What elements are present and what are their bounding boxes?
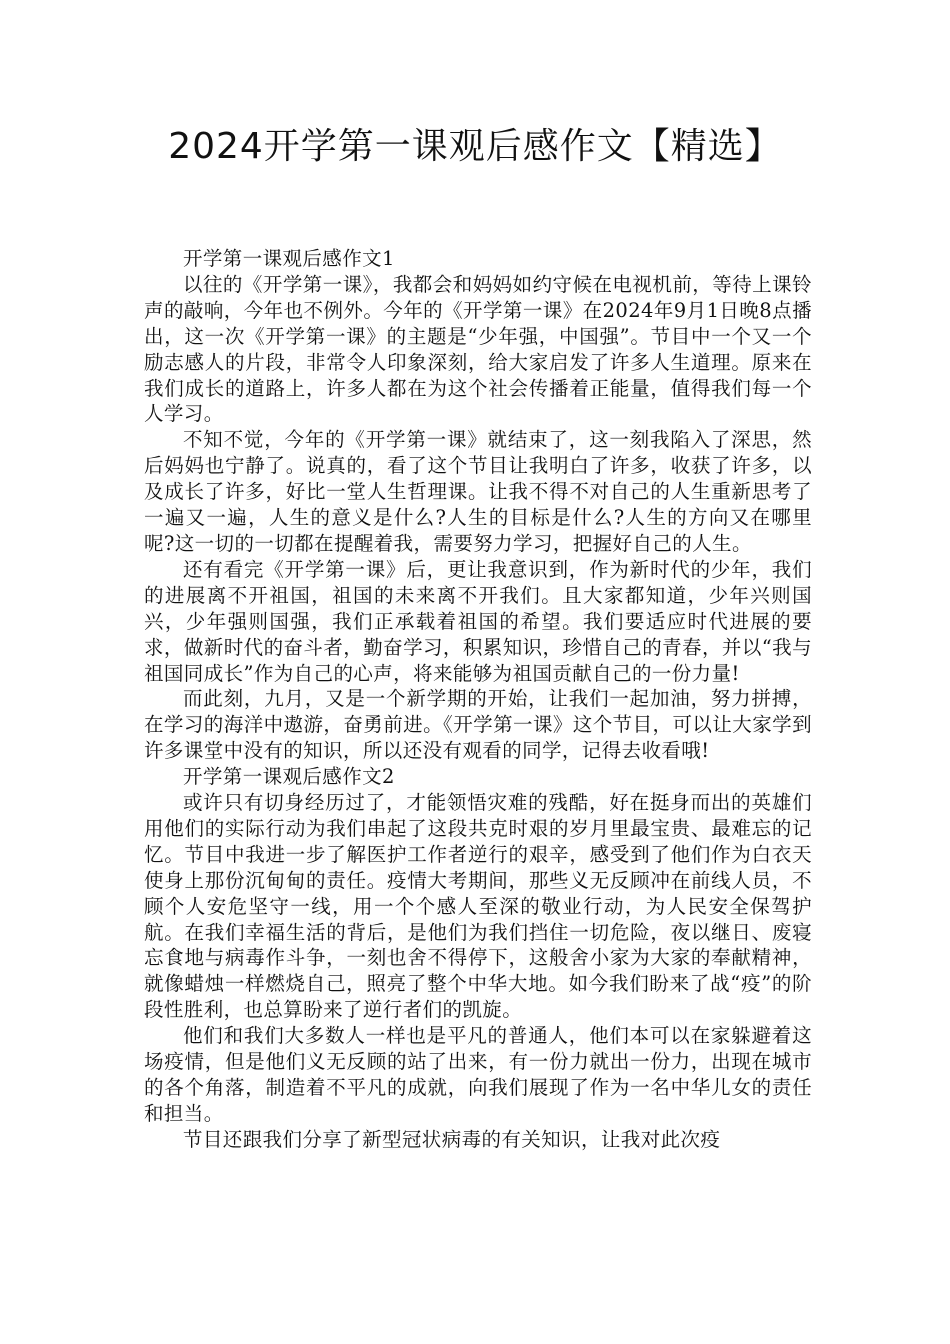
body-paragraph: 以往的《开学第一课》，我都会和妈妈如约守候在电视机前，等待上课铃声的敲响，今年也不例外。今年的《开学第一课》在2024年9月1日晚8点播出，这一次《开学第一课》的主题是“少年强，中国强”。节目中一个又一个励志感人的片段，非常令人印象深刻，给大家启发了许多人生道理。原来在我们成长的道路上，许多人都在为这个社会传播着正能量，值得我们每一个人学习。 (144, 272, 812, 426)
body-paragraph: 还有看完《开学第一课》后，更让我意识到，作为新时代的少年，我们的进展离不开祖国，祖国的未来离不开我们。且大家都知道，少年兴则国兴，少年强则国强，我们正承载着祖国的希望。我们要适应时代进展的要求，做新时代的奋斗者，勤奋学习，积累知识，珍惜自己的青春，并以“我与祖国同成长”作为自己的心声，将来能够为祖国贡献自己的一份力量! (144, 557, 812, 685)
section-heading: 开学第一课观后感作文2 (183, 765, 395, 789)
body-paragraph: 而此刻，九月，又是一个新学期的开始，让我们一起加油，努力拼搏，在学习的海洋中遨游，奋勇前进。《开学第一课》这个节目，可以让大家学到许多课堂中没有的知识，所以还没有观看的同学，记得去收看哦! (144, 687, 812, 763)
body-paragraph: 不知不觉，今年的《开学第一课》就结束了，这一刻我陷入了深思，然后妈妈也宁静了。说真的，看了这个节目让我明白了许多，收获了许多，以及成长了许多，好比一堂人生哲理课。让我不得不对自己的人生重新思考了一遍又一遍，人生的意义是什么?人生的目标是什么?人生的方向又在哪里呢?这一切的一切都在提醒着我，需要努力学习，把握好自己的人生。 (144, 428, 812, 555)
body-paragraph: 或许只有切身经历过了，才能领悟灾难的残酷，好在挺身而出的英雄们用他们的实际行动为我们串起了这段共克时艰的岁月里最宝贵、最难忘的记忆。节目中我进一步了解医护工作者逆行的艰辛，感受到了他们作为白衣天使身上那份沉甸甸的责任。疫情大考期间，那些义无反顾冲在前线人员，不顾个人安危坚守一线，用一个个感人至深的敬业行动，为人民安全保驾护航。在我们幸福生活的背后，是他们为我们挡住一切危险，夜以继日、废寝忘食地与病毒作斗争，一刻也舍不得停下，这般舍小家为大家的奉献精神，就像蜡烛一样燃烧自己，照亮了整个中华大地。如今我们盼来了战“疫”的阶段性胜利，也总算盼来了逆行者们的凯旋。 (144, 791, 812, 1022)
body-paragraph: 他们和我们大多数人一样也是平凡的普通人，他们本可以在家躲避着这场疫情，但是他们义无反顾的站了出来，有一份力就出一份力，出现在城市的各个角落，制造着不平凡的成就，向我们展现了作为一名中华儿女的责任和担当。 (144, 1024, 812, 1125)
section-heading: 开学第一课观后感作文1 (183, 247, 395, 270)
document-title: 2024开学第一课观后感作文【精选】 (168, 126, 782, 167)
document-body (144, 246, 812, 1153)
body-paragraph: 节目还跟我们分享了新型冠状病毒的有关知识，让我对此次疫 (183, 1127, 721, 1151)
